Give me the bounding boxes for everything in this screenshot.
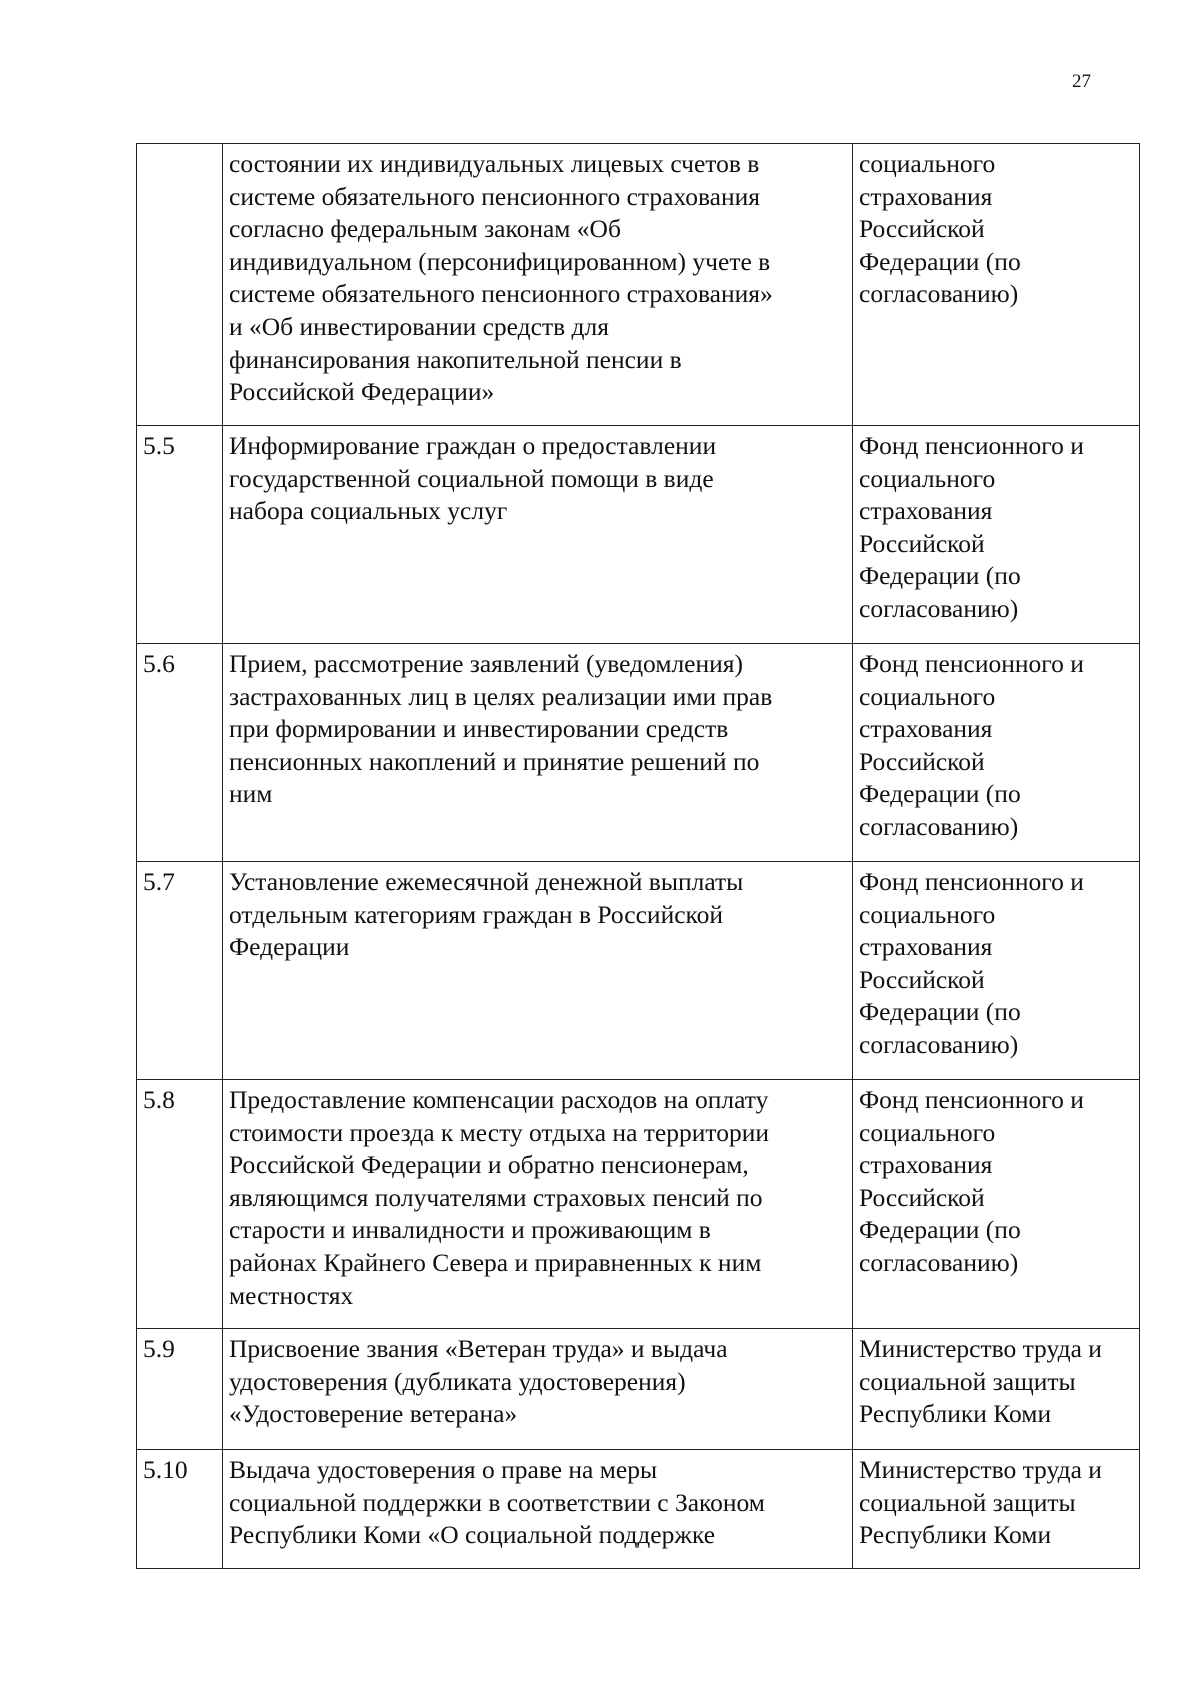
responsible-organization — [859, 648, 1133, 844]
table-row — [137, 1450, 1140, 1569]
cell-line: страхования — [859, 1150, 993, 1180]
table-row — [137, 1329, 1140, 1450]
cell-line: и «Об инвестировании средств для — [229, 311, 609, 341]
cell-line: состоянии их индивидуальных лицевых счетов в — [229, 149, 760, 178]
cell-line: местностях — [229, 1280, 354, 1310]
service-description-cell — [223, 426, 853, 644]
responsible-organization — [859, 1454, 1133, 1552]
table-row — [137, 426, 1140, 644]
item-number: 5.8 — [143, 1085, 175, 1114]
responsible-organization — [859, 148, 1133, 311]
cell-line: стоимости проезда к месту отдыха на территории — [229, 1117, 769, 1147]
cell-line: Российской — [859, 528, 985, 558]
cell-line: Фонд пенсионного и — [859, 649, 1084, 678]
service-description — [229, 648, 846, 811]
table-row — [137, 144, 1140, 426]
item-number: 5.7 — [143, 867, 175, 896]
cell-line: индивидуальном (персонифицированном) учете в — [229, 246, 771, 276]
service-description — [229, 1333, 846, 1431]
cell-line: социального — [859, 463, 996, 493]
responsible-organization-cell — [853, 1450, 1140, 1569]
cell-line: Российской — [859, 746, 985, 776]
cell-line: «Удостоверение ветерана» — [229, 1399, 518, 1429]
item-number: 5.10 — [143, 1455, 188, 1484]
cell-line: Российской — [859, 214, 985, 244]
service-description-cell — [223, 1450, 853, 1569]
cell-line: удостоверения (дубликата удостоверения) — [229, 1366, 686, 1396]
cell-line: Федерации (по — [859, 779, 1021, 809]
item-number-cell — [137, 1080, 223, 1329]
cell-line: Фонд пенсионного и — [859, 867, 1084, 896]
cell-line: отдельным категориям граждан в Российской — [229, 899, 724, 929]
cell-line: Российской — [859, 1182, 985, 1212]
service-description-cell — [223, 644, 853, 862]
responsible-organization-cell — [853, 426, 1140, 644]
responsible-organization — [859, 1084, 1133, 1280]
cell-line: Министерство труда и — [859, 1334, 1102, 1363]
service-description — [229, 1084, 846, 1312]
cell-line: страхования — [859, 714, 993, 744]
responsible-organization-cell — [853, 1080, 1140, 1329]
item-number-cell — [137, 862, 223, 1080]
cell-line: застрахованных лиц в целях реализации ими прав — [229, 681, 773, 711]
responsible-organization-cell — [853, 644, 1140, 862]
services-table — [136, 143, 1140, 1569]
cell-line: согласованию) — [859, 593, 1019, 623]
cell-line: Российской — [859, 964, 985, 994]
cell-line: Российской Федерации и обратно пенсионерам, — [229, 1150, 749, 1180]
item-number-cell — [137, 1450, 223, 1569]
cell-line: Министерство труда и — [859, 1455, 1102, 1484]
cell-line: согласованию) — [859, 1029, 1019, 1059]
cell-line: при формировании и инвестировании средств — [229, 714, 729, 744]
cell-line: Выдача удостоверения о праве на меры — [229, 1455, 658, 1484]
service-description — [229, 430, 846, 528]
service-description-cell — [223, 1080, 853, 1329]
cell-line: Республики Коми — [859, 1399, 1052, 1429]
cell-line: согласованию) — [859, 811, 1019, 841]
cell-line: Федерации (по — [859, 246, 1021, 276]
service-description — [229, 866, 846, 964]
item-number: 5.6 — [143, 649, 175, 678]
cell-line: Федерации (по — [859, 561, 1021, 591]
cell-line: набора социальных услуг — [229, 496, 508, 526]
cell-line: Установление ежемесячной денежной выплаты — [229, 867, 744, 896]
cell-line: Республики Коми «О социальной поддержке — [229, 1520, 716, 1550]
cell-line: социального — [859, 899, 996, 929]
cell-line: страхования — [859, 932, 993, 962]
service-description — [229, 148, 846, 409]
responsible-organization-cell — [853, 144, 1140, 426]
responsible-organization — [859, 1333, 1133, 1431]
cell-line: являющимся получателями страховых пенсий по — [229, 1182, 763, 1212]
item-number-cell — [137, 144, 223, 426]
item-number-cell — [137, 426, 223, 644]
cell-line: системе обязательного пенсионного страхования» — [229, 279, 773, 309]
responsible-organization — [859, 866, 1133, 1062]
responsible-organization-cell — [853, 1329, 1140, 1450]
cell-line: согласованию) — [859, 1247, 1019, 1277]
cell-line: Предоставление компенсации расходов на оплату — [229, 1085, 769, 1114]
cell-line: Республики Коми — [859, 1520, 1052, 1550]
service-description-cell — [223, 862, 853, 1080]
cell-line: старости и инвалидности и проживающим в — [229, 1215, 711, 1245]
cell-line: Присвоение звания «Ветеран труда» и выдача — [229, 1334, 728, 1363]
cell-line: Фонд пенсионного и — [859, 431, 1084, 460]
services-table-body — [137, 144, 1140, 1569]
cell-line: согласно федеральным законам «Об — [229, 214, 621, 244]
cell-line: социальной защиты — [859, 1366, 1076, 1396]
table-row — [137, 862, 1140, 1080]
item-number: 5.5 — [143, 431, 175, 460]
item-number: 5.9 — [143, 1334, 175, 1363]
cell-line: системе обязательного пенсионного страхования — [229, 181, 761, 211]
cell-line: пенсионных накоплений и принятие решений по — [229, 746, 760, 776]
table-row — [137, 1080, 1140, 1329]
item-number-cell — [137, 644, 223, 862]
cell-line: социального — [859, 681, 996, 711]
service-description-cell — [223, 1329, 853, 1450]
service-description-cell — [223, 144, 853, 426]
cell-line: социальной защиты — [859, 1487, 1076, 1517]
cell-line: страхования — [859, 496, 993, 526]
cell-line: страхования — [859, 181, 993, 211]
cell-line: государственной социальной помощи в виде — [229, 463, 714, 493]
cell-line: Федерации (по — [859, 997, 1021, 1027]
responsible-organization-cell — [853, 862, 1140, 1080]
cell-line: социального — [859, 149, 996, 178]
cell-line: Информирование граждан о предоставлении — [229, 431, 717, 460]
service-description — [229, 1454, 846, 1552]
cell-line: социальной поддержки в соответствии с Законом — [229, 1487, 765, 1517]
item-number-cell — [137, 1329, 223, 1450]
cell-line: финансирования накопительной пенсии в — [229, 344, 682, 374]
responsible-organization — [859, 430, 1133, 626]
cell-line: ним — [229, 779, 273, 809]
cell-line: Федерации — [229, 932, 350, 962]
cell-line: районах Крайнего Севера и приравненных к ним — [229, 1247, 762, 1277]
cell-line: социального — [859, 1117, 996, 1147]
cell-line: согласованию) — [859, 279, 1019, 309]
table-row — [137, 644, 1140, 862]
page-number: 27 — [1072, 71, 1091, 92]
cell-line: Прием, рассмотрение заявлений (уведомления) — [229, 649, 744, 678]
cell-line: Российской Федерации» — [229, 377, 495, 407]
cell-line: Фонд пенсионного и — [859, 1085, 1084, 1114]
cell-line: Федерации (по — [859, 1215, 1021, 1245]
